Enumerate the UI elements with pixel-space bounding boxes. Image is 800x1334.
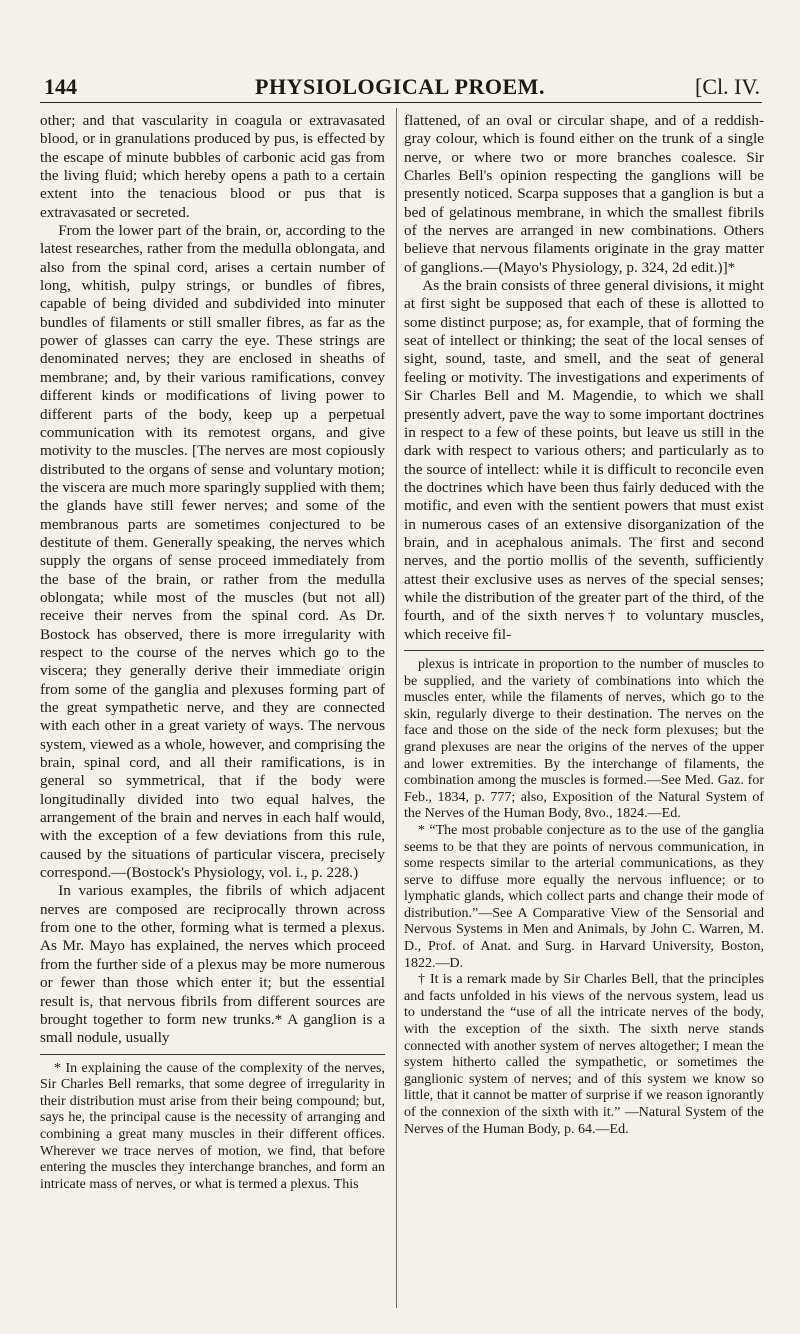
right-column: [404, 112, 764, 1138]
footnote: * “The most probable conjecture as to the use of the ganglia seems to be that they are points of nervous communication, in some respects similar to the arterial communications, as they serve to diffuse more equally the nervous influence; or to lymphatic glands, which collect parts and change their mode of distribution.”—See A Comparative View of the Sensorial and Nervous Systems in Men and Animals, by John C. Warren, M. D., Prof. of Anat. and Surg. in Harvard University, Boston, 1822.—D.: [404, 822, 764, 971]
footnote: plexus is intricate in proportion to the number of muscles to be supplied, and the variety of combinations into which the muscles enter, while the filaments of nerves, which go to the skin, regularly diverge to their destination. The nerves on the face and those on the side of the neck form plexuses; but the grand plexuses are near the origins of the nerves of the upper and lower extremities. By the interchange of filaments, the combination among the muscles is formed.—See Med. Gaz. for Feb., 1834, p. 777; also, Exposition of the Natural System of the Nerves of the Human Body, 8vo., 1824.—Ed.: [404, 656, 764, 822]
footnote: * In explaining the cause of the complexity of the nerves, Sir Charles Bell remarks, that some degree of irregularity in their distribution must arise from their being compound; but, says he, the principal cause is the necessity of arranging and combining a great many muscles in their different offices. Wherever we trace nerves of motion, we find, that before entering the muscles they interchange branches, and form an intricate mass of nerves, or what is termed a plexus. This: [40, 1060, 385, 1192]
page-header: [0, 74, 800, 104]
footnote-block: [404, 657, 764, 1138]
paragraph: flattened, of an oval or circular shape, and of a reddish-gray colour, which is found either on the trunk of a single nerve, or where two or more branches coalesce. Sir Charles Bell's opinion respecting the ganglions will be presently noticed. Scarpa supposes that a ganglion is but a bed of gelatinous membrane, in which the smallest fibrils of the nerves are arranged in new combinations. Others believe that nervous filaments originate in the gray matter of ganglions.—(Mayo's Physiology, p. 324, 2d edit.)]*: [404, 112, 764, 276]
chapter-reference: [Cl. IV.: [695, 74, 760, 99]
paragraph: As the brain consists of three general divisions, it might at first sight be supposed that each of these is allotted to some distinct purpose; as, for example, that of forming the seat of intellect or thinking; the seat of the local senses of sight, sound, taste, and smell, and the seat of general feeling or motivity. The investigations and experiments of Sir Charles Bell and M. Magendie, to which we shall presently advert, pave the way to some important doctrines in respect to a few of these points, but leave us still in the dark with respect to various others; and particularly as to the source of intellect: while it is difficult to reconcile even the doctrines which have been thus fairly deduced with the motific, and even with the sentient powers that must exist in numerous cases of an extensive disorganization of the brain, and in acephalous animals. The first and second nerves, and the portio mollis of the seventh, sufficiently attest their exclusive uses as nerves of the special senses; while the distribution of the greater part of the third, of the fourth, and of the sixth nerves† to voluntary muscles, which receive fil-: [404, 277, 764, 643]
running-head: PHYSIOLOGICAL PROEM.: [255, 74, 545, 99]
column-divider: [396, 108, 397, 1308]
left-column: [40, 112, 385, 1193]
paragraph: From the lower part of the brain, or, according to the latest researches, rather from the medulla oblongata, and also from the spinal cord, arises a certain number of long, whitish, pulpy strings, or bundles of fibres, capable of being divided and subdivided into minuter bundles of filaments or still smaller fibres, as far as the power of glasses can carry the eye. These strings are denominated nerves; they are enclosed in sheaths of membrane; and, by their various ramifications, convey different kinds or modifications of living power to different parts of the body, keep up a perpetual communication with its remotest organs, and give motivity to the muscles. [The nerves are most copiously distributed to the organs of sense and voluntary motion; the viscera are much more sparingly supplied with them; the glands have still fewer nerves; and some of the membranous parts are sometimes conjectured to be destitute of them. Generally speaking, the nerves which supply the organs of sense proceed immediately from the base of the brain, or rather from the medulla oblongata; while most of the muscles (but not all) receive their nerves from the spinal cord. As Dr. Bostock has observed, there is more irregularity with respect to the course of the nerves which go to the viscera; they generally derive their immediate origin from some of the ganglia and plexuses forming part of the great sympathetic nerve, and they are connected with each other in a great variety of ways. The nervous system, viewed as a whole, however, and comprising the brain, spinal cord, and all their ramifications, is in general so symmetrical, that if the body were longitudinally divided into two equal halves, the arrangement of the brain and nerves in each half would, with the exception of a few deviations from this rule, caused by the situations of particular viscera, precisely correspond.—(Bostock's Physiology, vol. i., p. 228.): [40, 222, 385, 882]
paragraph: In various examples, the fibrils of which adjacent nerves are composed are reciprocally thrown across from one to the other, forming what is termed a plexus. As Mr. Mayo has explained, the nerves which proceed from the further side of a plexus may be more numerous or fewer than those which enter it; but the essential result is, that nervous fibrils from different sources are brought together to form new trunks.* A ganglion is a small nodule, usually: [40, 882, 385, 1047]
page-number: 144: [44, 74, 77, 99]
header-rule: [40, 102, 762, 103]
paragraph: other; and that vascularity in coagula or extravasated blood, or in granulations produced by pus, is effected by the escape of minute bubbles of carbonic acid gas from the living fluid; which hereby opens a path to a certain extent into the tenacious blood or pus that is extravasated or secreted.: [40, 112, 385, 221]
footnote-block: [40, 1061, 385, 1194]
footnote: † It is a remark made by Sir Charles Bell, that the principles and facts unfolded in his views of the nervous system, lead us to understand the “use of all the intricate nerves of the body, with the exception of the sixth. The sixth nerve stands connected with another system of nerves altogether; I mean the system hitherto called the sympathetic, or sometimes the ganglionic system of nerves; and of this system we know so little, that it cannot be matter of surprise if we reason ignorantly of the connexion of the sixth with it.” —Natural System of the Nerves of the Human Body, p. 64.—Ed.: [404, 972, 764, 1137]
footnote-rule: [404, 650, 764, 651]
footnote-rule: [40, 1054, 385, 1055]
